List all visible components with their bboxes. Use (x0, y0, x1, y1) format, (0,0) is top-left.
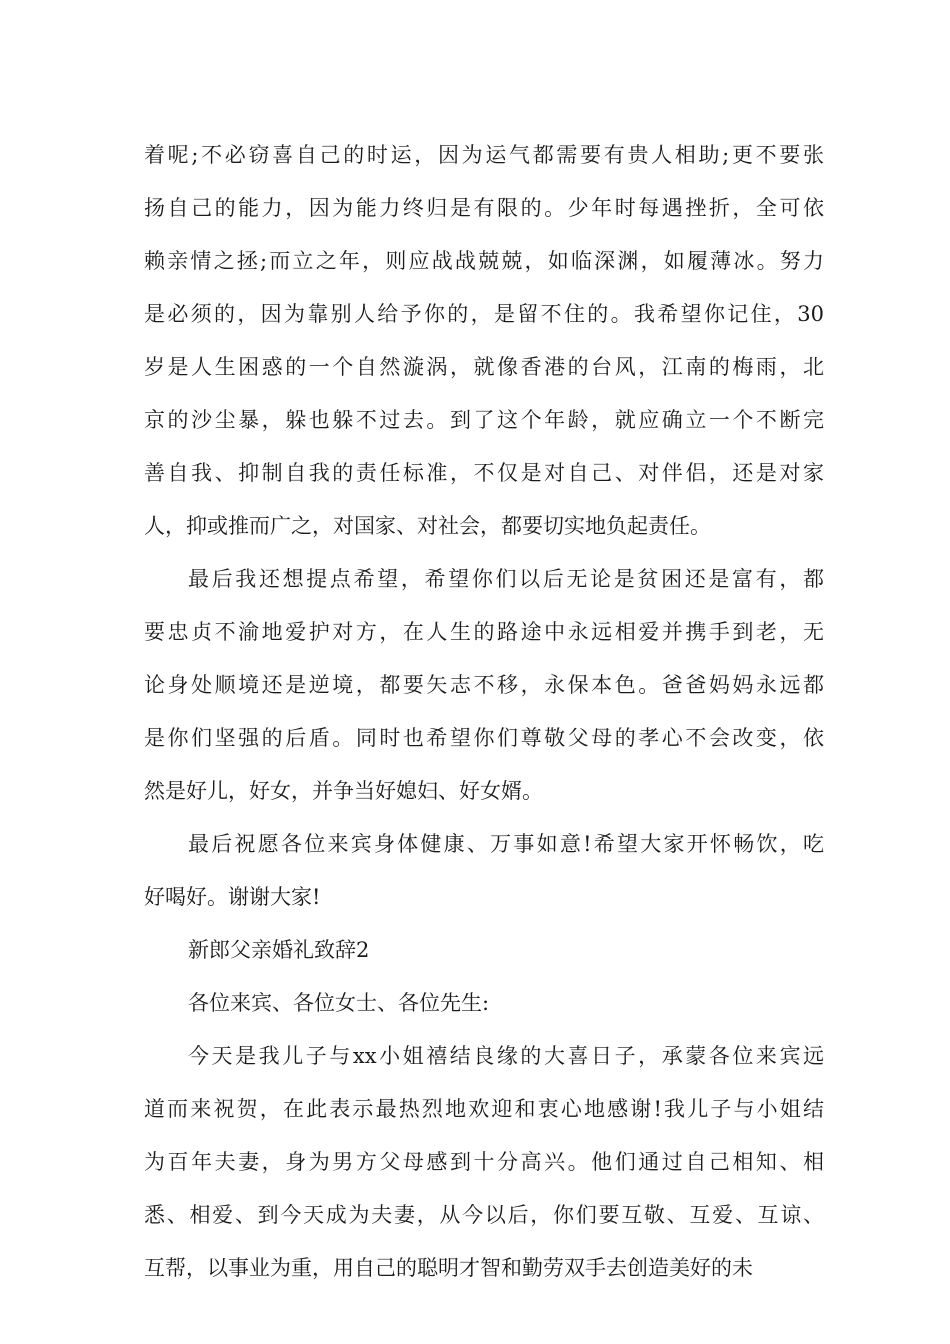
text-line: 要忠贞不渝地爱护对方，在人生的路途中永远相爱并携手到老，无 (144, 620, 824, 644)
paragraph-first-line: 各位来宾、各位女士、各位先生: (188, 991, 490, 1015)
text-line: 京的沙尘暴，躲也躲不过去。到了这个年龄，就应确立一个不断完 (144, 408, 824, 432)
text-line: 好喝好。谢谢大家! (144, 885, 321, 909)
paragraph (144, 129, 824, 553)
text-line: 是你们坚强的后盾。同时也希望你们尊敬父母的孝心不会改变，依 (144, 726, 824, 750)
paragraph-first-line: 最后我还想提点希望，希望你们以后无论是贫困还是富有，都 (188, 567, 824, 591)
paragraph-first-line: 最后祝愿各位来宾身体健康、万事如意!希望大家开怀畅饮，吃 (188, 832, 824, 856)
text-line: 赖亲情之拯;而立之年，则应战战兢兢，如临深渊，如履薄冰。努力 (144, 249, 824, 273)
paragraph (144, 818, 824, 924)
text-line: 善自我、抑制自我的责任标准，不仅是对自己、对伴侣，还是对家 (144, 461, 824, 485)
text-line: 悉、相爱、到今天成为夫妻，从今以后，你们要互敬、互爱、互谅、 (144, 1203, 824, 1227)
paragraph (144, 977, 824, 1030)
paragraph (144, 1030, 824, 1295)
text-line: 扬自己的能力，因为能力终归是有限的。少年时每遇挫折，全可依 (144, 196, 824, 220)
text-line: 为百年夫妻，身为男方父母感到十分高兴。他们通过自己相知、相 (144, 1150, 824, 1174)
paragraph (144, 553, 824, 818)
text-line: 道而来祝贺，在此表示最热烈地欢迎和衷心地感谢!我儿子与小姐结 (144, 1097, 824, 1121)
text-line: 岁是人生困惑的一个自然漩涡，就像香港的台风，江南的梅雨，北 (144, 355, 824, 379)
paragraph (144, 924, 824, 977)
paragraph-first-line: 新郎父亲婚礼致辞2 (188, 938, 370, 962)
text-line: 然是好儿，好女，并争当好媳妇、好女婿。 (144, 779, 543, 803)
text-line: 论身处顺境还是逆境，都要矢志不移，永保本色。爸爸妈妈永远都 (144, 673, 824, 697)
text-line: 人，抑或推而广之，对国家、对社会，都要切实地负起责任。 (144, 514, 711, 538)
text-line: 是必须的，因为靠别人给予你的，是留不住的。我希望你记住，30 (144, 302, 824, 326)
paragraph-first-line: 今天是我儿子与xx小姐禧结良缘的大喜日子，承蒙各位来宾远 (188, 1044, 824, 1068)
document-body (144, 129, 824, 1295)
text-line: 着呢;不必窃喜自己的时运，因为运气都需要有贵人相助;更不要张 (144, 143, 824, 167)
text-line: 互帮，以事业为重，用自己的聪明才智和勤劳双手去创造美好的未 (144, 1256, 753, 1280)
